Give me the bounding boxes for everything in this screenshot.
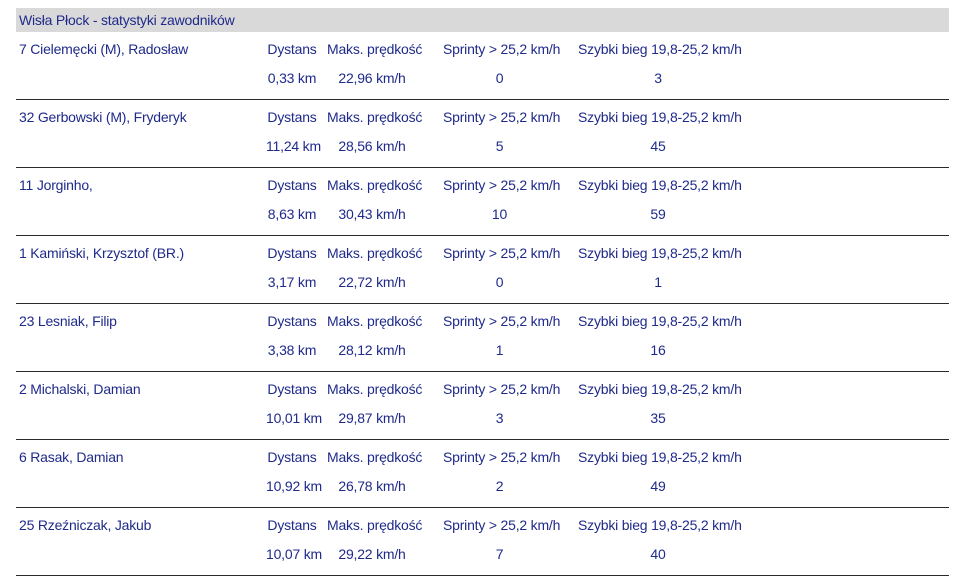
sprints-value: 7 xyxy=(495,546,504,562)
player-name[interactable]: 2 Michalski, Damian xyxy=(19,381,141,397)
max-speed-label: Maks. prędkość xyxy=(327,313,423,329)
stats-panel xyxy=(16,8,949,576)
player-row xyxy=(16,168,949,236)
distance-value: 11,24 km xyxy=(266,138,321,154)
max-speed-value: 22,72 km/h xyxy=(338,274,406,290)
player-name[interactable]: 23 Lesniak, Filip xyxy=(19,313,117,329)
fast-runs-label: Szybki bieg 19,8-25,2 km/h xyxy=(578,109,742,125)
player-name[interactable]: 25 Rzeźniczak, Jakub xyxy=(19,517,152,533)
max-speed-value: 28,12 km/h xyxy=(338,342,406,358)
max-speed-value: 29,22 km/h xyxy=(338,546,406,562)
max-speed-value: 26,78 km/h xyxy=(338,478,406,494)
sprints-value: 3 xyxy=(495,410,504,426)
player-row xyxy=(16,304,949,372)
player-row xyxy=(16,100,949,168)
fast-runs-value: 59 xyxy=(650,206,666,222)
fast-runs-label: Szybki bieg 19,8-25,2 km/h xyxy=(578,381,742,397)
max-speed-label: Maks. prędkość xyxy=(327,41,423,57)
distance-label: Dystans xyxy=(267,177,317,193)
sprints-label: Sprinty > 25,2 km/h xyxy=(443,381,561,397)
distance-label: Dystans xyxy=(267,245,317,261)
sprints-label: Sprinty > 25,2 km/h xyxy=(443,517,561,533)
max-speed-label: Maks. prędkość xyxy=(327,177,423,193)
sprints-label: Sprinty > 25,2 km/h xyxy=(443,449,561,465)
player-row xyxy=(16,508,949,576)
sprints-value: 1 xyxy=(495,342,504,358)
sprints-label: Sprinty > 25,2 km/h xyxy=(443,177,561,193)
sprints-label: Sprinty > 25,2 km/h xyxy=(443,313,561,329)
fast-runs-value: 49 xyxy=(650,478,666,494)
fast-runs-value: 45 xyxy=(650,138,666,154)
sprints-value: 10 xyxy=(491,206,508,222)
sprints-label: Sprinty > 25,2 km/h xyxy=(443,245,561,261)
sprints-value: 2 xyxy=(495,478,504,494)
distance-value: 3,38 km xyxy=(267,342,317,358)
max-speed-label: Maks. prędkość xyxy=(327,517,423,533)
player-name[interactable]: 6 Rasak, Damian xyxy=(19,449,124,465)
fast-runs-value: 1 xyxy=(654,274,662,290)
distance-value: 10,92 km xyxy=(266,478,322,494)
fast-runs-label: Szybki bieg 19,8-25,2 km/h xyxy=(578,41,742,57)
sprints-value: 0 xyxy=(495,274,504,290)
player-row xyxy=(16,440,949,508)
fast-runs-value: 35 xyxy=(650,410,666,426)
fast-runs-value: 16 xyxy=(650,342,666,358)
sprints-label: Sprinty > 25,2 km/h xyxy=(443,109,561,125)
page-title: Wisła Płock - statystyki zawodników xyxy=(16,8,949,32)
fast-runs-label: Szybki bieg 19,8-25,2 km/h xyxy=(578,177,742,193)
player-row xyxy=(16,372,949,440)
max-speed-value: 28,56 km/h xyxy=(338,138,406,154)
max-speed-label: Maks. prędkość xyxy=(327,245,423,261)
player-list xyxy=(16,32,949,576)
distance-label: Dystans xyxy=(267,41,317,57)
max-speed-value: 29,87 km/h xyxy=(338,410,406,426)
distance-value: 10,07 km xyxy=(266,546,322,562)
max-speed-label: Maks. prędkość xyxy=(327,381,423,397)
distance-value: 10,01 km xyxy=(266,410,322,426)
distance-label: Dystans xyxy=(267,109,317,125)
fast-runs-label: Szybki bieg 19,8-25,2 km/h xyxy=(578,517,742,533)
max-speed-value: 30,43 km/h xyxy=(338,206,406,222)
player-name[interactable]: 1 Kamiński, Krzysztof (BR.) xyxy=(19,245,184,261)
distance-label: Dystans xyxy=(267,517,317,533)
max-speed-value: 22,96 km/h xyxy=(338,70,406,86)
distance-label: Dystans xyxy=(267,449,317,465)
distance-value: 3,17 km xyxy=(267,274,317,290)
sprints-value: 0 xyxy=(495,70,504,86)
fast-runs-value: 3 xyxy=(654,70,662,86)
player-name[interactable]: 7 Cielemęcki (M), Radosław xyxy=(19,41,189,57)
distance-value: 0,33 km xyxy=(267,70,317,86)
distance-label: Dystans xyxy=(267,381,317,397)
sprints-label: Sprinty > 25,2 km/h xyxy=(443,41,561,57)
player-row xyxy=(16,32,949,100)
fast-runs-value: 40 xyxy=(650,546,666,562)
sprints-value: 5 xyxy=(495,138,504,154)
max-speed-label: Maks. prędkość xyxy=(327,109,423,125)
player-name[interactable]: 32 Gerbowski (M), Fryderyk xyxy=(19,109,187,125)
fast-runs-label: Szybki bieg 19,8-25,2 km/h xyxy=(578,313,742,329)
fast-runs-label: Szybki bieg 19,8-25,2 km/h xyxy=(578,245,742,261)
fast-runs-label: Szybki bieg 19,8-25,2 km/h xyxy=(578,449,742,465)
distance-label: Dystans xyxy=(267,313,317,329)
player-row xyxy=(16,236,949,304)
distance-value: 8,63 km xyxy=(267,206,317,222)
max-speed-label: Maks. prędkość xyxy=(327,449,423,465)
player-name[interactable]: 11 Jorginho, xyxy=(19,177,93,193)
